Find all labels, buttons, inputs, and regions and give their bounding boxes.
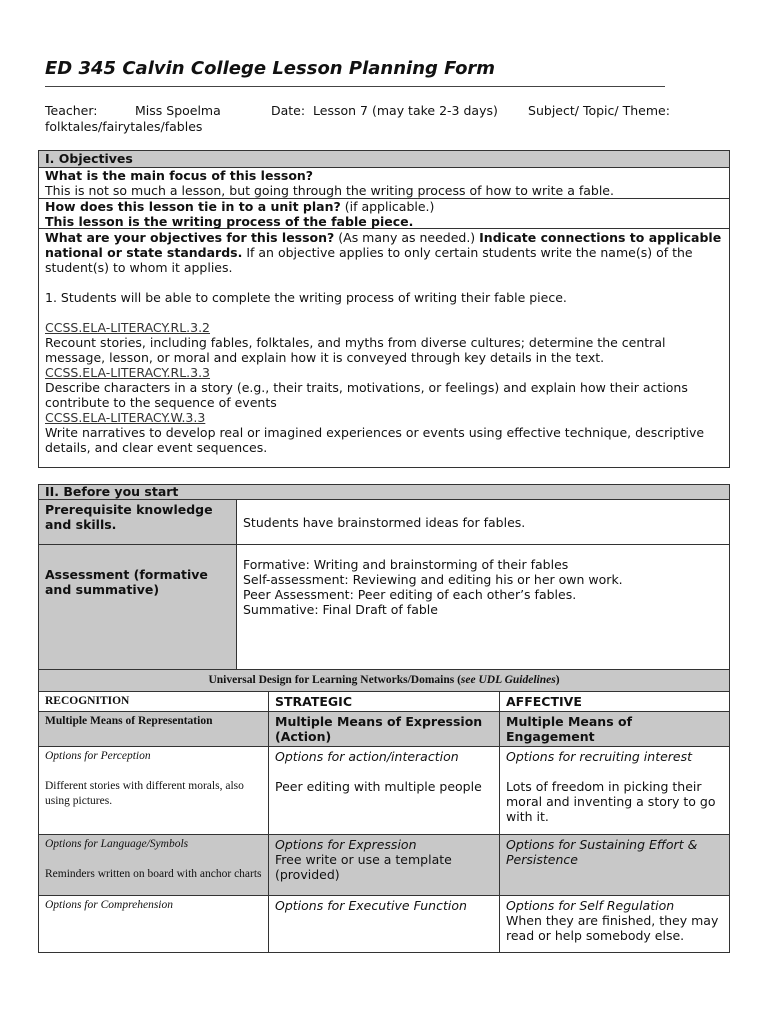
- assessment-line: Formative: Writing and brainstorming of their fables: [243, 557, 569, 572]
- col-strategic: STRATEGIC: [269, 692, 500, 712]
- before-heading: II. Before you start: [39, 485, 730, 500]
- assessment-label: Assessment (formative and summative): [39, 545, 237, 670]
- prereq-value: Students have brainstormed ideas for fables.: [237, 500, 730, 545]
- teacher-label: Teacher:: [45, 103, 98, 118]
- objectives-heading: I. Objectives: [39, 151, 729, 168]
- objectives-instruction-rest: If an objective applies to only certain students write the name(s) of the student(s) to whom it applies.: [45, 245, 693, 275]
- standard-text: Recount stories, including fables, folktales, and myths from diverse cultures; determine the central message, lesson, or moral and explain how it is conveyed through key details in the text.: [45, 335, 666, 365]
- assessment-line: Self-assessment: Reviewing and editing his or her own work.: [243, 572, 623, 587]
- standard-link[interactable]: CCSS.ELA-LITERACY.W.3.3: [45, 410, 206, 425]
- subject-label: Subject/ Topic/ Theme:: [528, 103, 670, 118]
- unit-question: How does this lesson tie in to a unit plan?: [45, 199, 341, 214]
- objectives-note: (As many as needed.): [334, 230, 480, 245]
- form-title: ED 345 Calvin College Lesson Planning Form: [45, 58, 496, 79]
- assessment-value: [237, 545, 730, 670]
- cell-perception: Options for Perception Different stories with different morals, also using pictures.: [39, 747, 269, 835]
- cell-self-regulation: Options for Self Regulation When they are finished, they may read or help somebody else.: [500, 896, 730, 953]
- standard-text: Describe characters in a story (e.g., their traits, motivations, or feelings) and explain how their actions contribute to the sequence of events: [45, 380, 688, 410]
- before-section: [38, 484, 730, 953]
- header-info: [45, 103, 725, 135]
- date-label: Date:: [271, 103, 306, 118]
- sub-representation: Multiple Means of Representation: [39, 712, 269, 747]
- udl-table: [38, 669, 730, 953]
- subject-value: folktales/fairytales/fables: [45, 119, 203, 134]
- cell-language: Options for Language/Symbols Reminders written on board with anchor charts: [39, 835, 269, 896]
- focus-row: [39, 168, 729, 199]
- assessment-line: Summative: Final Draft of fable: [243, 602, 438, 617]
- teacher-value: Miss Spoelma: [135, 103, 221, 118]
- date-value: Lesson 7 (may take 2-3 days): [313, 103, 498, 118]
- title-rule: [45, 86, 665, 87]
- unit-note: (if applicable.): [340, 199, 435, 214]
- standard-link[interactable]: CCSS.ELA-LITERACY.RL.3.2: [45, 320, 211, 335]
- focus-question: What is the main focus of this lesson?: [45, 168, 314, 183]
- col-affective: AFFECTIVE: [500, 692, 730, 712]
- col-recognition: RECOGNITION: [39, 692, 269, 712]
- focus-answer: This is not so much a lesson, but going through the writing process of how to write a fable.: [45, 183, 614, 198]
- assessment-line: Peer Assessment: Peer editing of each other’s fables.: [243, 587, 577, 602]
- cell-expression: Options for Expression Free write or use a template (provided): [269, 835, 500, 896]
- before-table: [38, 484, 730, 670]
- cell-persistence: Options for Sustaining Effort & Persistence: [500, 835, 730, 896]
- objectives-section: [38, 150, 730, 468]
- standard-link[interactable]: CCSS.ELA-LITERACY.RL.3.3: [45, 365, 211, 380]
- cell-interest: Options for recruiting interest Lots of freedom in picking their moral and inventing a story to go with it.: [500, 747, 730, 835]
- cell-action: Options for action/interaction Peer editing with multiple people: [269, 747, 500, 835]
- cell-executive: Options for Executive Function: [269, 896, 500, 953]
- udl-heading: Universal Design for Learning Networks/Domains (see UDL Guidelines): [39, 670, 730, 692]
- cell-comprehension: Options for Comprehension: [39, 896, 269, 953]
- unit-row: [39, 199, 729, 229]
- standards-instruction: Indicate connections to applicable national or state standards.: [45, 230, 722, 260]
- prereq-label: Prerequisite knowledge and skills.: [39, 500, 237, 545]
- sub-expression: Multiple Means of Expression (Action): [269, 712, 500, 747]
- objective-1: 1. Students will be able to complete the writing process of writing their fable piece.: [45, 290, 567, 305]
- standard-text: Write narratives to develop real or imagined experiences or events using effective technique, descriptive details, and clear event sequences.: [45, 425, 705, 455]
- unit-answer: This lesson is the writing process of the fable piece.: [45, 214, 414, 229]
- objectives-question: What are your objectives for this lesson?: [45, 230, 335, 245]
- sub-engagement: Multiple Means of Engagement: [500, 712, 730, 747]
- objectives-row: [39, 229, 729, 455]
